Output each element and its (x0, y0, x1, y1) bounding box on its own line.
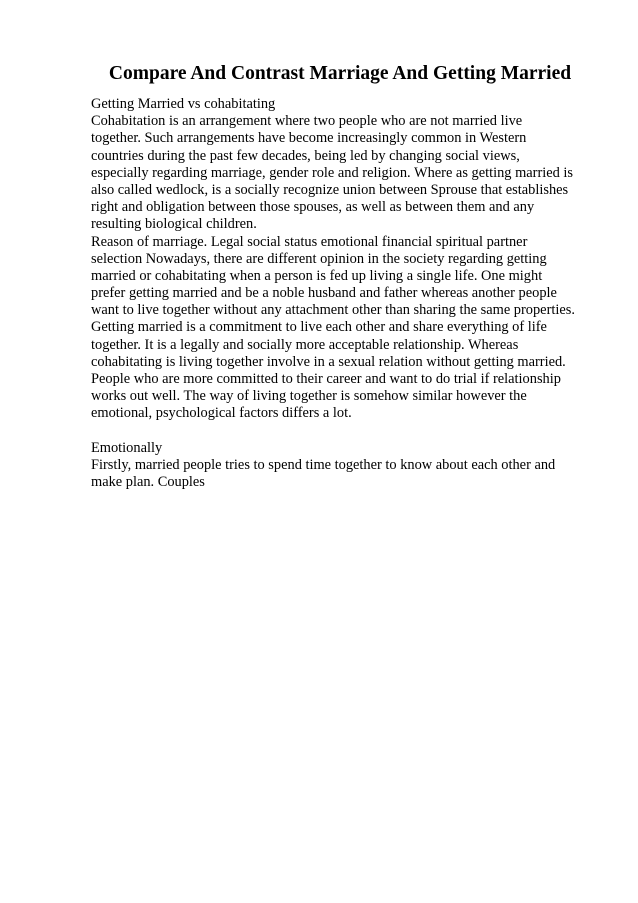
body-line: selection Nowadays, there are different opinion in the society regarding getting (91, 250, 547, 267)
section-heading: Emotionally (91, 439, 163, 456)
body-line: Firstly, married people tries to spend time together to know about each other and (91, 456, 556, 473)
body-line: especially regarding marriage, gender role and religion. Where as getting married is (91, 164, 574, 181)
body-line: prefer getting married and be a noble husband and father whereas another people (91, 285, 557, 302)
body-line: also called wedlock, is a socially recognize union between Sprouse that establishes (91, 181, 569, 198)
body-line: together. Such arrangements have become increasingly common in Western (91, 130, 527, 147)
body-line: Getting married is a commitment to live each other and share everything of life (91, 319, 547, 336)
body-line: make plan. Couples (91, 474, 205, 491)
body-line: married or cohabitating when a person is fed up living a single life. One might (91, 267, 543, 284)
body-line: works out well. The way of living together is somehow similar however the (91, 388, 527, 405)
body-line: resulting biological children. (91, 216, 257, 233)
body-line: want to live together without any attachment other than sharing the same properties. (91, 302, 575, 319)
blank-line (91, 423, 591, 440)
document-body (91, 96, 591, 491)
body-line: together. It is a legally and socially more acceptable relationship. Whereas (91, 336, 519, 353)
body-line: People who are more committed to their career and want to do trial if relationship (91, 371, 561, 387)
body-line: Cohabitation is an arrangement where two people who are not married live (91, 113, 523, 130)
body-line: countries during the past few decades, being led by changing social views, (91, 147, 520, 164)
body-line: emotional, psychological factors differs a lot. (91, 405, 352, 422)
body-line: Reason of marriage. Legal social status emotional financial spiritual partner (91, 233, 528, 250)
body-line: right and obligation between those spouses, as well as between them and any (91, 199, 535, 216)
document-title: Compare And Contrast Marriage And Getting Married (108, 63, 572, 84)
body-line: Getting Married vs cohabitating (91, 96, 276, 112)
body-line: cohabitating is living together involve in a sexual relation without getting married. (91, 353, 566, 370)
